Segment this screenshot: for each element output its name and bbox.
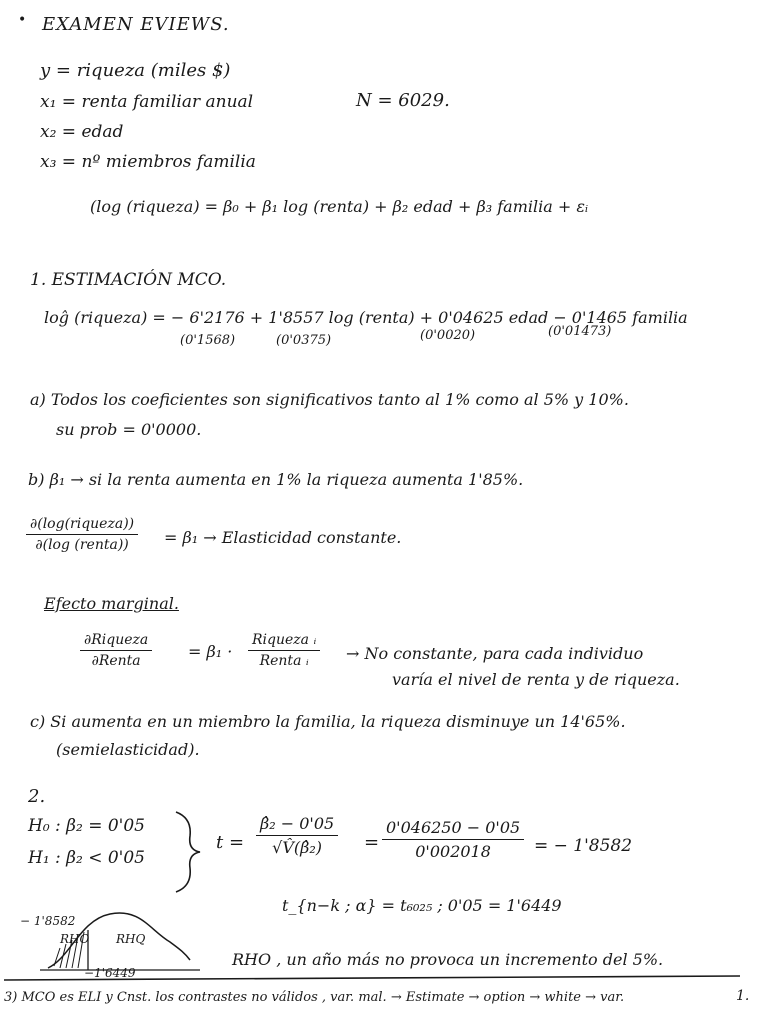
t-calc-numerator: 0'046250 − 0'05 [386, 818, 521, 837]
se-edad: (0'0020) [420, 328, 476, 343]
sketch-rho-label: RHO [60, 932, 90, 946]
marginal-numerator: ∂Riqueza [84, 632, 149, 648]
alternative-hypothesis: H₁ : β₂ < 0'05 [28, 848, 145, 868]
variable-y: y = riqueza (miles $) [40, 60, 231, 81]
page-title: EXAMEN EVIEWS. [42, 14, 230, 35]
footer-note: 3) MCO es ELI y Cnst. los contrastes no válidos , var. mal. → Estimate → option → white → var. [4, 990, 625, 1005]
sketch-critical-label: −1'6449 [84, 966, 136, 980]
test-conclusion: RHO , un año más no provoca un incremento del 5%. [232, 950, 664, 969]
page-mark: 1. [736, 988, 750, 1004]
t-formula-denominator: √V̂(β̂₂) [272, 838, 323, 857]
elasticity-denominator: ∂(log (renta)) [35, 537, 129, 553]
variable-x3: x₃ = nº miembros familia [40, 152, 256, 172]
se-renta: (0'0375) [276, 333, 332, 348]
critical-value: t_{n−k ; α} = t₆₀₂₅ ; 0'05 = 1'6449 [282, 896, 562, 915]
se-familia: (0'01473) [548, 324, 612, 339]
part-c-line1: c) Si aumenta en un miembro la familia, la riqueza disminuye un 14'65%. [30, 712, 626, 731]
marginal-equals: = β₁ · [188, 642, 233, 661]
t-formula-numerator: β̂₂ − 0'05 [260, 814, 335, 833]
marginal-effect-heading: Efecto marginal. [44, 594, 179, 613]
estimated-equation: loĝ (riqueza) = − 6'2176 + 1'8557 log (renta) + 0'04625 edad − 0'1465 familia [44, 308, 688, 327]
se-constant: (0'1568) [180, 333, 236, 348]
t-calc-denominator: 0'002018 [415, 842, 491, 861]
marginal-denominator: ∂Renta [91, 653, 141, 669]
variable-x2: x₂ = edad [40, 122, 124, 142]
sketch-rhq-label: RHQ [116, 932, 146, 946]
brace-icon [176, 812, 200, 892]
marginal-note-line1: → No constante, para cada individuo [346, 644, 644, 663]
t-statistic-value: = − 1'8582 [534, 836, 633, 856]
model-equation: (log (riqueza) = β₀ + β₁ log (renta) + β₂ edad + β₃ familia + εᵢ [90, 197, 589, 216]
section1-heading: 1. ESTIMACIÓN MCO. [30, 270, 227, 290]
variable-x1: x₁ = renta familiar anual [40, 92, 254, 112]
part-c-line2: (semielasticidad). [56, 740, 200, 759]
elasticity-numerator: ∂(log(riqueza)) [30, 516, 135, 532]
part-b-line1: b) β₁ → si la renta aumenta en 1% la riqueza aumenta 1'85%. [28, 470, 524, 489]
part-a-line2: su prob = 0'0000. [56, 420, 202, 439]
part-a-line1: a) Todos los coeficientes son significativos tanto al 1% como al 5% y 10%. [30, 390, 629, 409]
sample-size: N = 6029. [356, 90, 450, 111]
equals-sign: = [364, 832, 380, 853]
section2-heading: 2. [28, 786, 46, 807]
sketch-t-value: − 1'8582 [20, 914, 76, 928]
marginal-ratio-numerator: Riqueza ᵢ [252, 632, 317, 648]
marginal-note-line2: varía el nivel de renta y de riqueza. [392, 670, 680, 689]
elasticity-result: = β₁ → Elasticidad constante. [164, 528, 402, 547]
marginal-ratio-denominator: Renta ᵢ [259, 653, 309, 669]
null-hypothesis: H₀ : β₂ = 0'05 [28, 816, 145, 836]
t-statistic-label: t = [216, 832, 245, 853]
bullet-mark: • [18, 12, 27, 28]
